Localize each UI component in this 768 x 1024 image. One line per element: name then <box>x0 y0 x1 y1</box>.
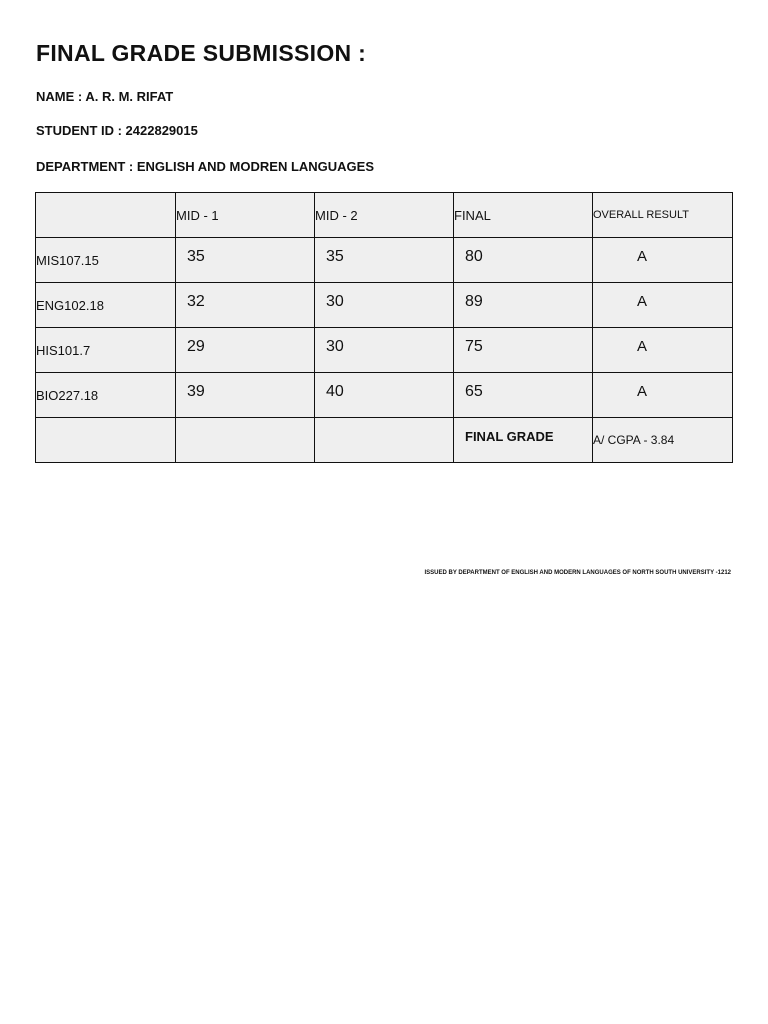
mid2-score: 30 <box>326 293 344 310</box>
overall-result: A <box>637 248 648 265</box>
table-row <box>36 238 733 283</box>
table-row <box>36 328 733 373</box>
student-name: NAME : A. R. M. RIFAT <box>36 89 174 104</box>
grades-table <box>35 192 733 463</box>
department: DEPARTMENT : ENGLISH AND MODREN LANGUAGES <box>36 159 374 174</box>
course-code: MIS107.15 <box>36 238 176 283</box>
table-row <box>36 373 733 418</box>
mid2-score: 35 <box>326 248 344 265</box>
final-grade-value: A/ CGPA - 3.84 <box>593 418 733 463</box>
header-course <box>36 193 176 238</box>
final-grade-label: FINAL GRADE <box>465 429 554 444</box>
header-final: FINAL <box>454 193 593 238</box>
overall-result: A <box>637 383 648 400</box>
table-row <box>36 283 733 328</box>
mid2-score: 40 <box>326 383 344 400</box>
final-score: 75 <box>465 338 483 355</box>
empty-cell <box>176 418 315 463</box>
table-header-row <box>36 193 733 238</box>
final-score: 89 <box>465 293 483 310</box>
header-overall-result: OVERALL RESULT <box>593 193 733 238</box>
course-code: ENG102.18 <box>36 283 176 328</box>
mid1-score: 35 <box>187 248 205 265</box>
course-code: BIO227.18 <box>36 373 176 418</box>
empty-cell <box>315 418 454 463</box>
mid1-score: 29 <box>187 338 205 355</box>
mid1-score: 39 <box>187 383 205 400</box>
overall-result: A <box>637 293 648 310</box>
header-mid1: MID - 1 <box>176 193 315 238</box>
summary-row <box>36 418 733 463</box>
issuer-footnote: ISSUED BY DEPARTMENT OF ENGLISH AND MODERN LANGUAGES OF NORTH SOUTH UNIVERSITY -1212 <box>424 570 731 576</box>
course-code: HIS101.7 <box>36 328 176 373</box>
mid2-score: 30 <box>326 338 344 355</box>
overall-result: A <box>637 338 648 355</box>
header-mid2: MID - 2 <box>315 193 454 238</box>
final-score: 80 <box>465 248 483 265</box>
empty-cell <box>36 418 176 463</box>
student-id: STUDENT ID : 2422829015 <box>36 123 198 138</box>
final-score: 65 <box>465 383 483 400</box>
mid1-score: 32 <box>187 293 205 310</box>
page-title: FINAL GRADE SUBMISSION : <box>36 40 367 66</box>
